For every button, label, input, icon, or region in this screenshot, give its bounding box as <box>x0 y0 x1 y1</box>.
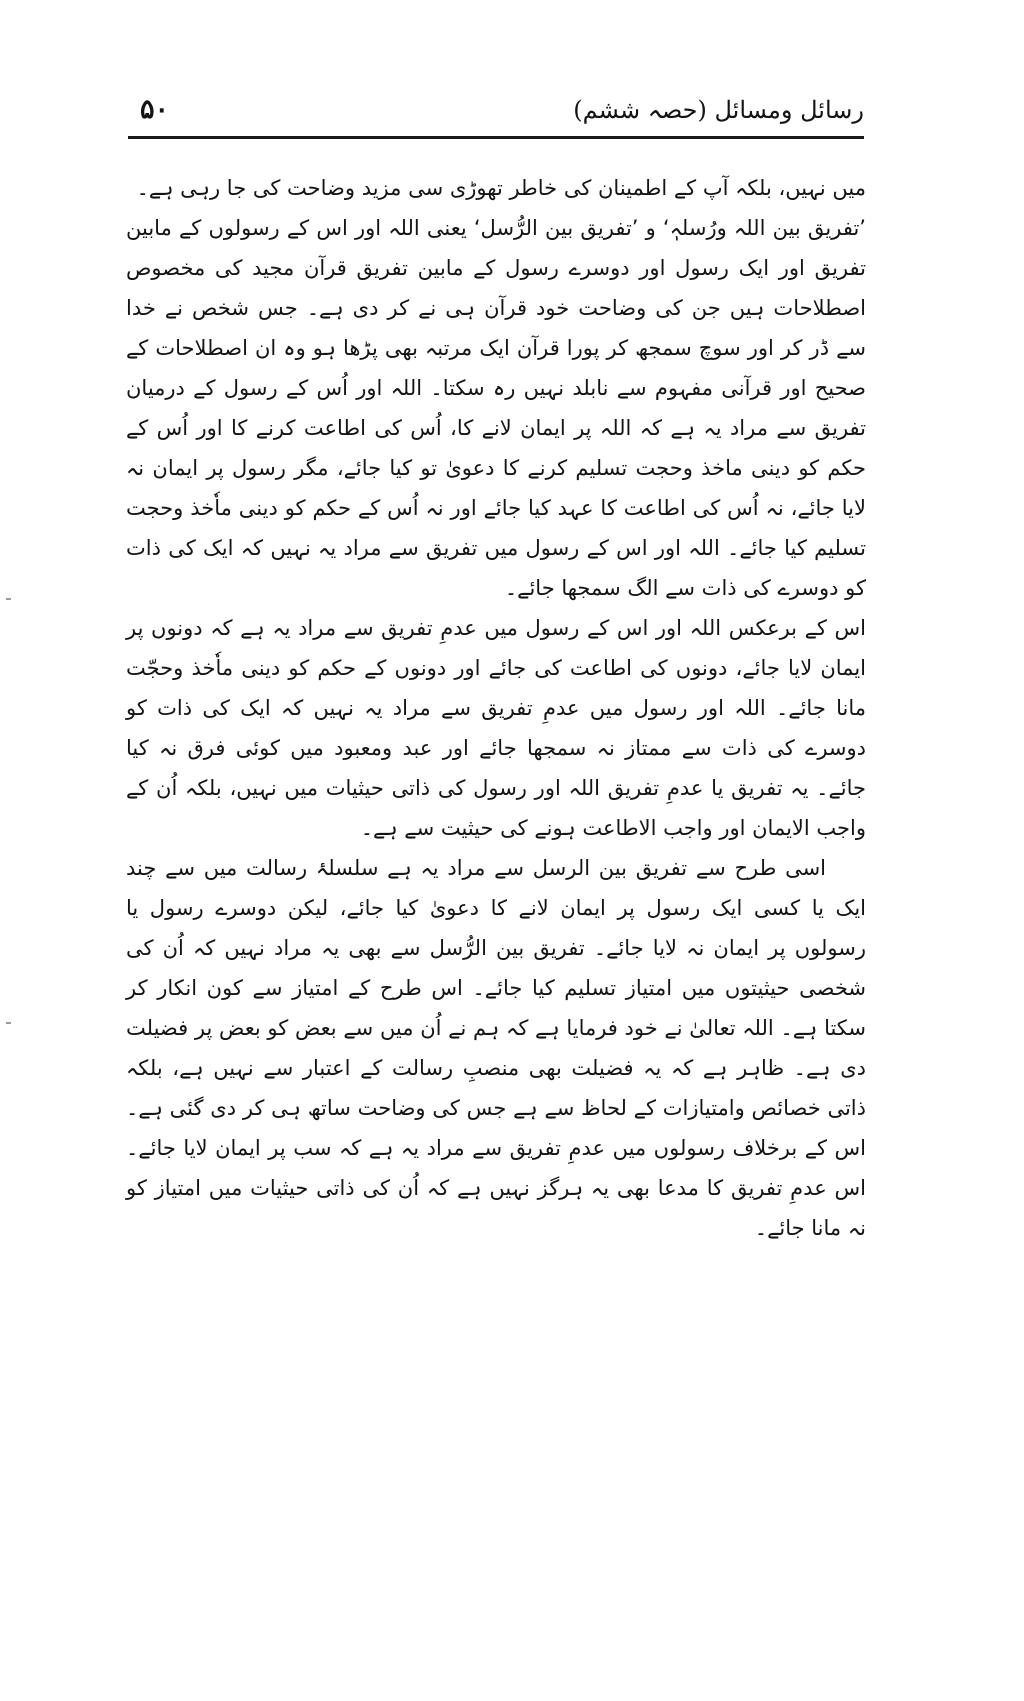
paragraph-adam-tafriq: اس کے برعکس اللہ اور اس کے رسول میں عدمِ تفریق سے مراد یہ ہے کہ دونوں پر ایمان لایا جائے، دونوں کی اطاعت کی جائے اور دونوں کے حکم کو دینی ماٗخذ وحجّت مانا جائے۔ اللہ اور رسول میں عدمِ تفریق سے مراد یہ نہیں کہ ایک کی ذات کو دوسرے کی ذات سے ممتاز نہ سمجھا جائے اور عبد ومعبود میں کوئی فرق نہ کیا جائے۔ یہ تفریق یا عدمِ تفریق اللہ اور رسول کی ذاتی حیثیات میں نہیں، بلکہ اُن کے واجب الایمان اور واجب الاطاعت ہونے کی حیثیت سے ہے۔ <box>126 616 866 840</box>
paragraph-continuation: میں نہیں، بلکہ آپ کے اطمینان کی خاطر تھوڑی سی مزید وضاحت کی جا رہی ہے۔ <box>136 176 866 200</box>
margin-speck <box>6 1022 11 1024</box>
body-text <box>126 168 866 1248</box>
paragraph-tafriq-definition: ’تفریق بین اللہ ورُسلہٖ‘ و ’تفریق بین الرُّسل‘ یعنی اللہ اور اس کے رسولوں کے مابین تفریق اور ایک رسول اور دوسرے رسول کے مابین تفریق قرآن مجید کی مخصوص اصطلاحات ہیں جن کی وضاحت خود قرآن ہی نے کر دی ہے۔ جس شخص نے خدا سے ڈر کر اور سوچ سمجھ کر پورا قرآن ایک مرتبہ بھی پڑھا ہو وہ ان اصطلاحات کے صحیح اور قرآنی مفہوم سے نابلد نہیں رہ سکتا۔ اللہ اور اُس کے رسول کے درمیان تفریق سے مراد یہ ہے کہ اللہ پر ایمان لانے کا، اُس کی اطاعت کرنے کا اور اُس کے حکم کو دینی ماخذ وحجت تسلیم کرنے کا دعویٰ تو کیا جائے، مگر رسول پر ایمان نہ لایا جائے، نہ اُس کی اطاعت کا عہد کیا جائے اور نہ اُس کے حکم کو دینی ماٗخذ وحجت تسلیم کیا جائے۔ اللہ اور اس کے رسول میں تفریق سے مراد یہ نہیں کہ ایک کی ذات کو دوسرے کی ذات سے الگ سمجھا جائے۔ <box>126 216 866 600</box>
margin-speck <box>6 598 11 600</box>
paragraph-tafriq-bayn-al-rusul: اسی طرح سے تفریق بین الرسل سے مراد یہ ہے سلسلۂ رسالت میں سے چند ایک یا کسی ایک رسول پر ایمان لانے کا دعویٰ کیا جائے، لیکن دوسرے رسول یا رسولوں پر ایمان نہ لایا جائے۔ تفریق بین الرُّسل سے بھی یہ مراد نہیں کہ اُن کی شخصی حیثیتوں میں امتیاز تسلیم کیا جائے۔ اس طرح کے امتیاز سے کون انکار کر سکتا ہے۔ اللہ تعالیٰ نے خود فرمایا ہے کہ ہم نے اُن میں سے بعض کو بعض پر فضیلت دی ہے۔ ظاہر ہے کہ یہ فضیلت بھی منصبِ رسالت کے اعتبار سے نہیں ہے، بلکہ ذاتی خصائص وامتیازات کے لحاظ سے ہے جس کی وضاحت ساتھ ہی کر دی گئی ہے۔ اس کے برخلاف رسولوں میں عدمِ تفریق سے مراد یہ ہے کہ سب پر ایمان لایا جائے۔ اس عدمِ تفریق کا مدعا بھی یہ ہرگز نہیں ہے کہ اُن کی ذاتی حیثیات میں امتیاز کو نہ مانا جائے۔ <box>126 856 866 1240</box>
header-divider <box>128 136 864 139</box>
page-header <box>128 88 864 132</box>
page-number: ۵۰ <box>140 94 170 125</box>
book-title: رسائل ومسائل (حصہ ششم) <box>573 96 864 124</box>
